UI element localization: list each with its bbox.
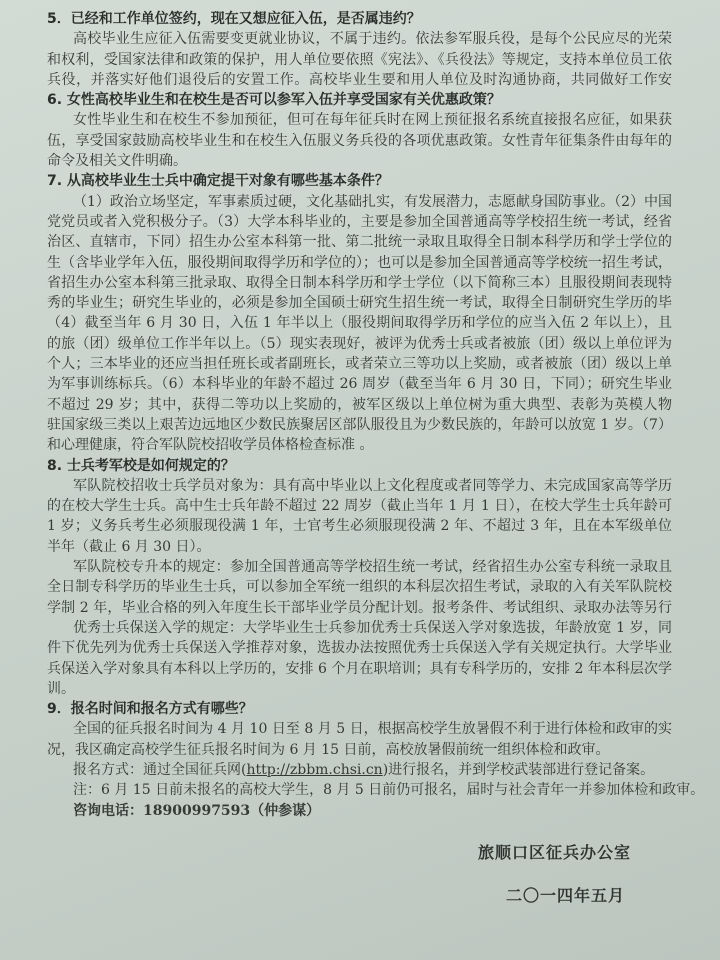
registration-link[interactable]: http://zbbm.chsi.cn <box>246 761 383 778</box>
answer-line: 半年（截止 6 月 30 日）。 <box>47 538 211 555</box>
answer-line: 1 岁；义务兵考生必须服现役满 1 年，士官考生必须服现役满 2 年、不超过 3 年，且在本军级单位 <box>47 518 672 535</box>
answer-line: 兵役，并落实好他们退役后的安置工作。高校毕业生要和用人单位及时沟通协商，共同做好工作安 <box>47 71 672 88</box>
answer-line: 学制 2 年，毕业合格的列入年度生长干部毕业学员分配计划。报考条件、考试组织、录取办法等另行 <box>47 599 672 616</box>
answer-line: 全日制专科学历的毕业生士兵，可以参加全军统一组织的本科层次招生考试，录取的入有关军队院校 <box>47 579 672 596</box>
answer-line: 的旅（团）级单位工作半年以上。（5）现实表现好，被评为优秀士兵或者被旅（团）级以上单位评为 <box>47 335 672 352</box>
answer-line: 秀的毕业生；研究生毕业的，必须是参加全国硕士研究生招生统一考试，取得全日制研究生学历的毕 <box>47 295 672 312</box>
registration-note: 注：6 月 15 日前未报名的高校大学生，8 月 5 日前仍可报名，届时与社会青年一并参加体检和政审。 <box>73 782 705 799</box>
answer-line: 生（含毕业学年入伍，服役期间取得学历和学位的）；也可以是参加全国普通高等学校统一招生考试， <box>47 254 672 271</box>
answer-line: 高校毕业生应征入伍需要变更就业协议，不属于违约。依法参军服兵役，是每个公民应尽的光荣 <box>73 31 672 48</box>
registration-method <box>47 760 672 780</box>
answer-line: 军队院校招收士兵学员对象为：具有高中毕业以上文化程度或者同等学力、未完成国家高等学历 <box>73 477 672 494</box>
answer-line: 军队院校专升本的规定：参加全国普通高等学校招生统一考试，经省招生办公室专科统一录取且 <box>73 559 672 576</box>
contact-phone: 咨询电话：18900997593（仲参谋） <box>73 802 321 819</box>
answer-line: 况，我区确定高校学生征兵报名时间为 6 月 15 日前，高校放暑假前统一组织体检和政审。 <box>47 741 610 758</box>
registration-prefix: 报名方式：通过全国征兵网( <box>73 761 247 778</box>
answer-line: （1）政治立场坚定，军事素质过硬，文化基础扎实，有发展潜力，志愿献身国防事业。（2）中国 <box>73 193 672 210</box>
answer-line: 训。 <box>47 680 75 697</box>
faq-section-5 <box>47 9 672 90</box>
document-body <box>47 9 705 821</box>
faq-section-8 <box>47 456 672 700</box>
faq-section-6 <box>47 90 672 171</box>
answer-line: （4）截至当年 6 月 30 日，入伍 1 年半以上（服役期间取得学历和学位的应当入伍 2 年以上），且 <box>47 315 672 332</box>
answer-line: 全国的征兵报名时间为 4 月 10 日至 8 月 5 日，根据高校学生放暑假不利于进行体检和政审的实 <box>73 721 672 738</box>
answer-line: 伍，享受国家鼓励高校毕业生和在校生入伍服义务兵役的各项优惠政策。女性青年征集条件由每年的 <box>47 132 672 149</box>
answer-line: 不超过 29 岁；其中，获得二等功以上奖励的，被军区级以上单位树为重大典型、表彰为英模人物 <box>47 396 672 413</box>
issue-date: 二〇一四年五月 <box>506 886 626 905</box>
question-heading: 5．已经和工作单位签约，现在又想应征入伍，是否属违约？ <box>47 11 421 27</box>
question-heading: 9．报名时间和报名方式有哪些？ <box>47 701 253 718</box>
answer-line: 和心理健康，符合军队院校招收学员体格检查标准 。 <box>47 437 374 454</box>
faq-section-7 <box>47 171 672 455</box>
answer-line: 党党员或者入党积极分子。（3）大学本科毕业的，主要是参加全国普通高等学校招生统一考试，经省 <box>47 213 672 230</box>
faq-section-9 <box>47 699 705 821</box>
answer-line: 兵保送入学对象具有本科以上学历的，安排 6 个月在职培训；具有专科学历的，安排 2 年本科层次学 <box>47 660 672 677</box>
registration-suffix: )进行报名，并到学校武装部进行登记备案。 <box>382 761 655 778</box>
question-heading: 7. 从高校毕业生士兵中确定提干对象有哪些基本条件？ <box>47 173 389 190</box>
answer-line: 和权利，受国家法律和政策的保护，用人单位要依照《宪法》、《兵役法》等规定，支持本单位员工依 <box>47 51 672 68</box>
answer-line: 女性毕业生和在校生不参加预征，但可在每年征兵时在网上预征报名系统直接报名应征，如果获 <box>73 112 672 129</box>
answer-line: 省招生办公室本科第三批录取、取得全日制本科学历和学士学位（以下简称三本）且服役期间表现特 <box>47 274 672 291</box>
answer-line: 优秀士兵保送入学的规定：大学毕业生士兵参加优秀士兵保送入学对象选拔，年龄放宽 1 岁，同 <box>73 619 672 636</box>
answer-line: 治区、直辖市，下同）招生办公室本科第一批、第二批统一录取且取得全日制本科学历和学士学位的 <box>47 234 672 251</box>
answer-line: 驻国家级三类以上艰苦边远地区少数民族聚居区部队服役且为少数民族的，年龄可以放宽 1 岁。（7） <box>47 416 672 433</box>
issuer-signature: 旅顺口区征兵办公室 <box>478 843 632 862</box>
answer-line: 命令及相关文件明确。 <box>47 153 187 170</box>
answer-line: 个人；三本毕业的还应当担任班长或者副班长，或者荣立三等功以上奖励，或者被旅（团）级以上单 <box>47 356 672 373</box>
answer-line: 的在校大学生士兵。高中生士兵年龄不超过 22 周岁（截止当年 1 月 1 日），在校大学生士兵年龄可 <box>47 498 672 515</box>
answer-line: 为军事训练标兵。（6）本科毕业的年龄不超过 26 周岁（截至当年 6 月 30 日，下同）；研究生毕业 <box>47 376 672 393</box>
answer-line: 件下优先列为优秀士兵保送入学推荐对象，选拔办法按照优秀士兵保送入学有关规定执行。大学毕业 <box>47 640 672 657</box>
question-heading: 6. 女性高校毕业生和在校生是否可以参军入伍并享受国家有关优惠政策？ <box>47 92 501 109</box>
question-heading: 8. 士兵考军校是如何规定的？ <box>47 457 235 474</box>
